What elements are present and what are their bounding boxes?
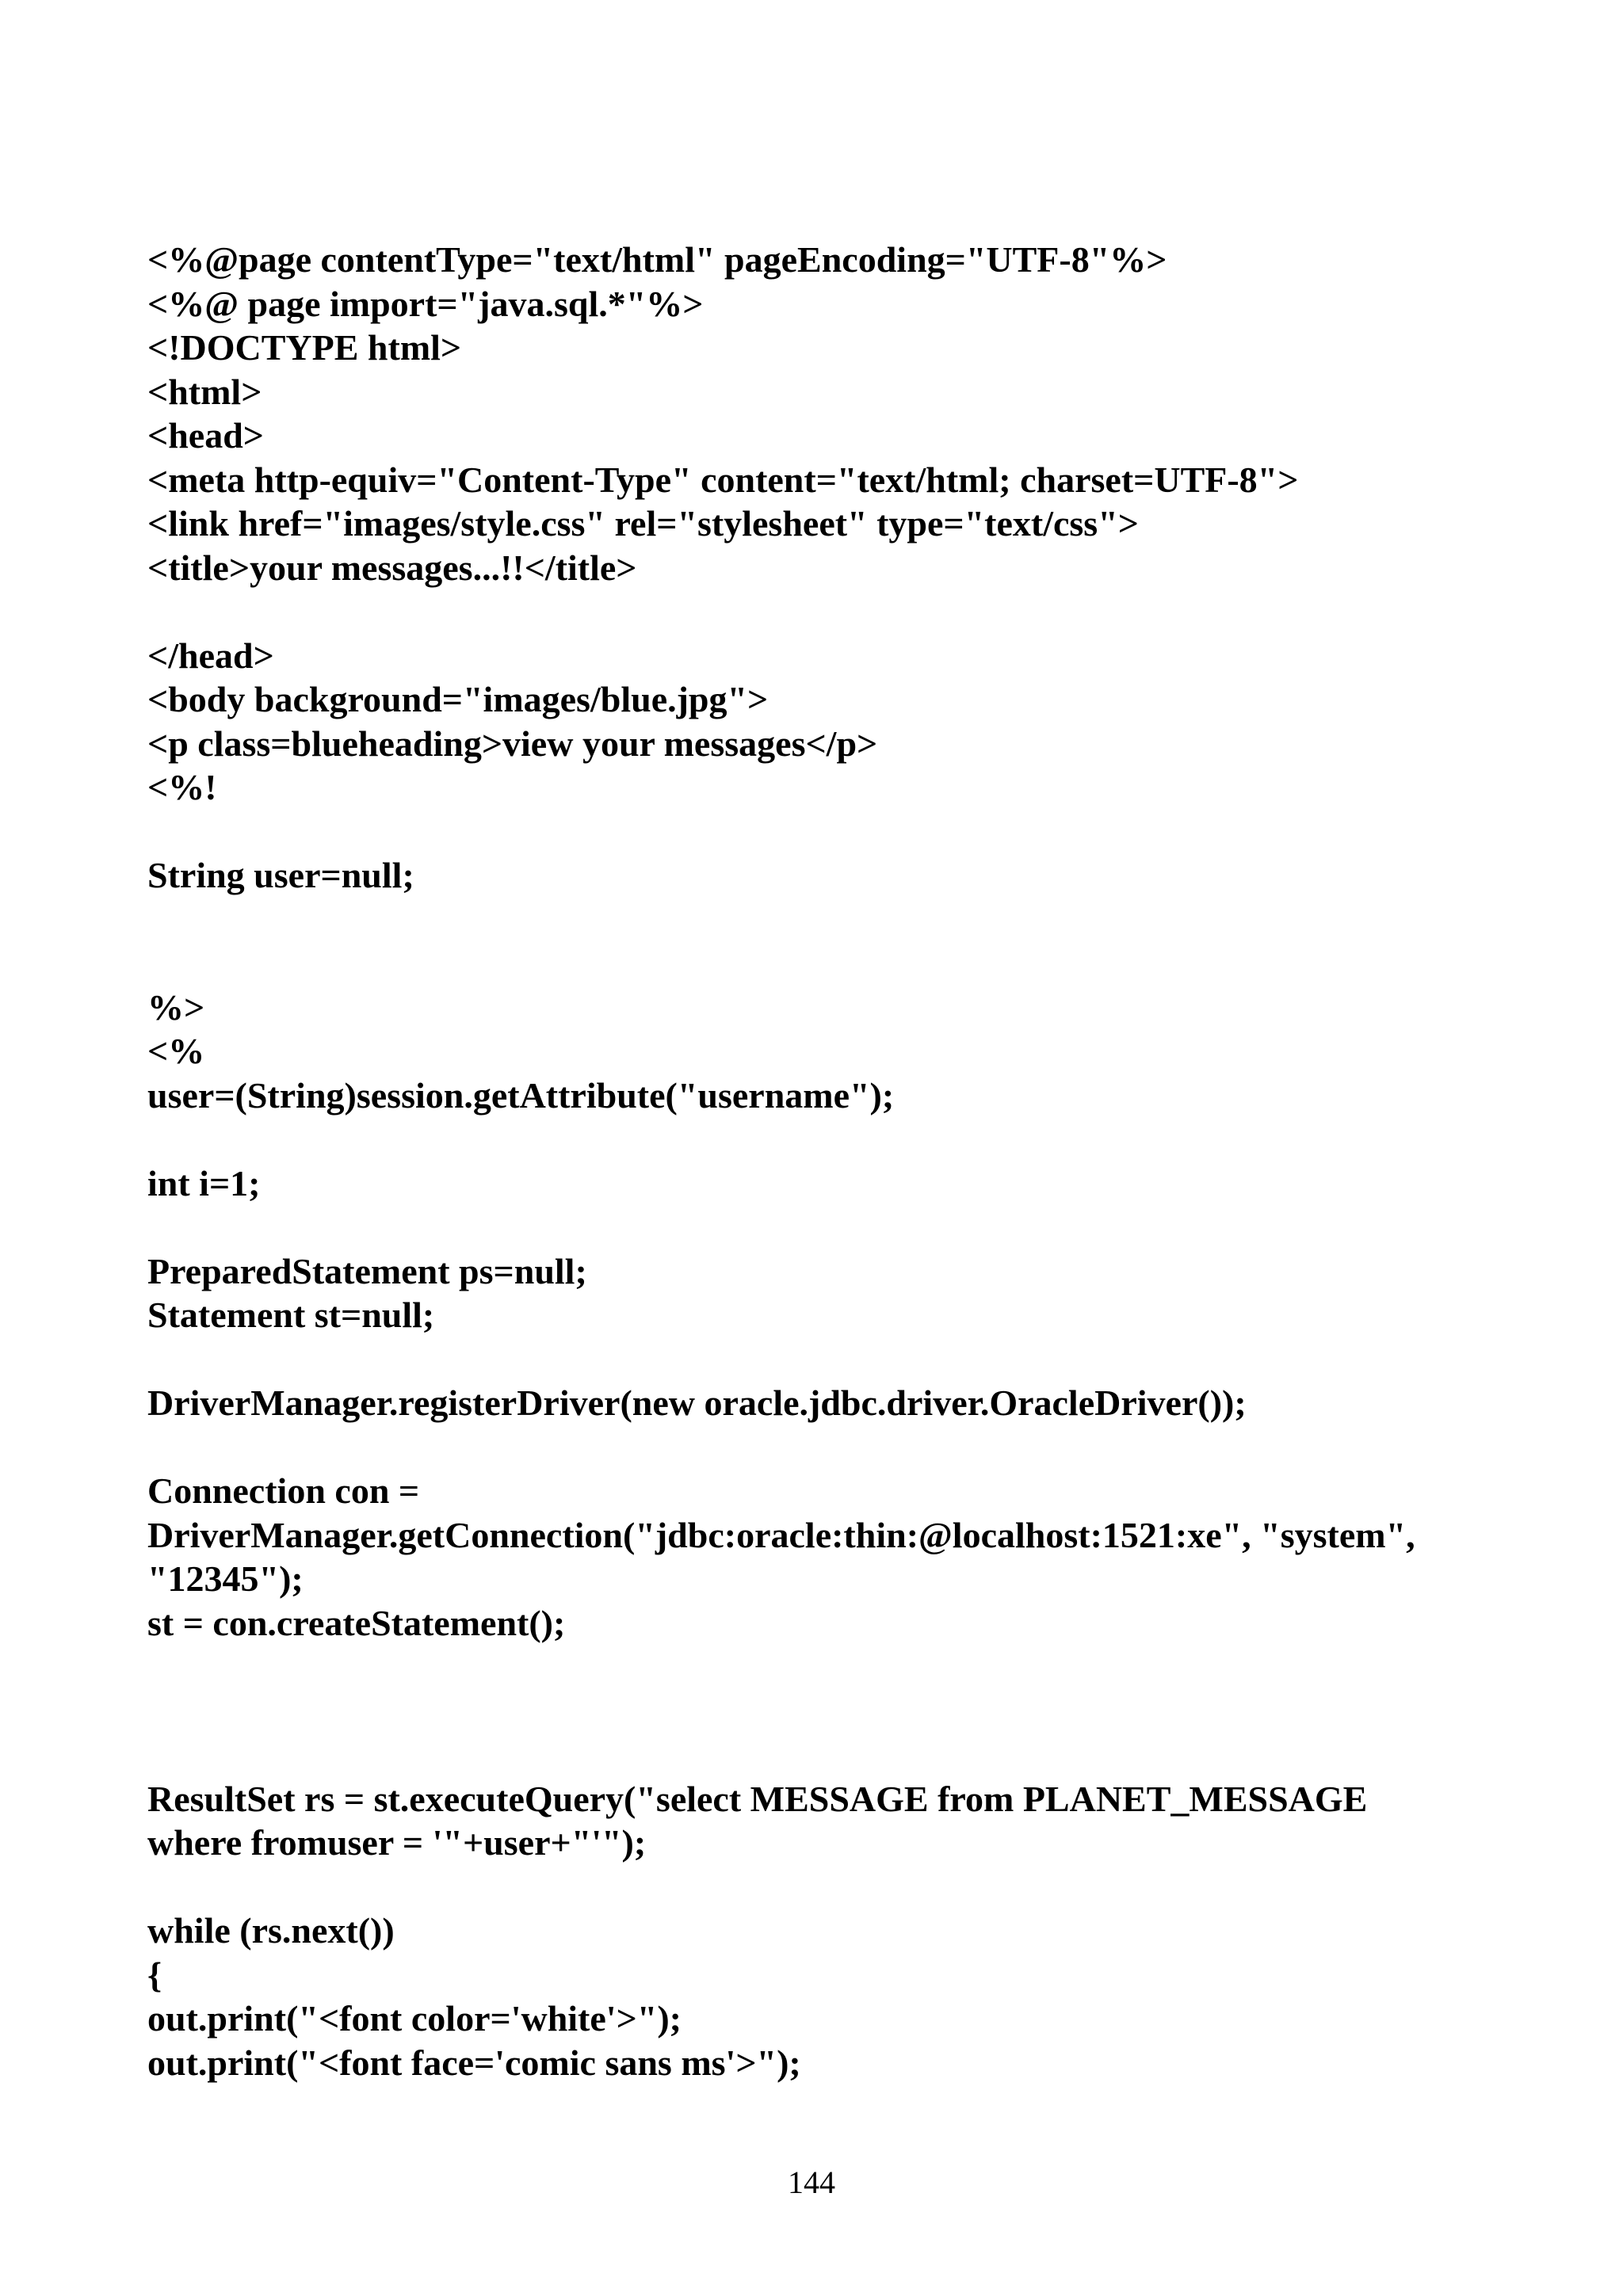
code-line [147, 1865, 1495, 1909]
code-line: <% [147, 1031, 205, 1071]
code-line: <p class=blueheading>view your messages</p> [147, 723, 878, 764]
code-listing [147, 238, 1495, 2084]
code-line: <html> [147, 371, 262, 412]
code-line: String user=null; [147, 855, 414, 895]
code-line: DriverManager.registerDriver(new oracle.jdbc.driver.OracleDriver()); [147, 1383, 1247, 1423]
code-line: Connection con = [147, 1470, 420, 1511]
code-line: <link href="images/style.css" rel="stylesheet" type="text/css"> [147, 503, 1139, 543]
code-line [147, 1645, 1495, 1689]
code-line: <body background="images/blue.jpg"> [147, 679, 769, 719]
code-line: Statement st=null; [147, 1295, 435, 1335]
code-line: <meta http-equiv="Content-Type" content="text/html; charset=UTF-8"> [147, 459, 1299, 500]
code-line: { [147, 1954, 162, 1995]
code-line [147, 941, 1495, 986]
code-line: out.print("<font face='comic sans ms'>"); [147, 2042, 801, 2083]
code-line [147, 1689, 1495, 1733]
page-number: 144 [788, 2164, 835, 2200]
code-line: out.print("<font color='white'>"); [147, 1998, 682, 2039]
code-line: ResultSet rs = st.executeQuery("select MESSAGE from PLANET_MESSAGE [147, 1778, 1368, 1819]
code-line: </head> [147, 635, 274, 676]
code-line: while (rs.next()) [147, 1910, 395, 1951]
code-line: %> [147, 986, 205, 1028]
code-line: <%@ page import="java.sql.*"%> [147, 283, 704, 324]
code-line [147, 810, 1495, 854]
code-line: <head> [147, 415, 265, 456]
code-line: user=(String)session.getAttribute("username"); [147, 1074, 895, 1116]
code-line: int i=1; [147, 1162, 261, 1203]
code-line [147, 898, 1495, 942]
code-line: st = con.createStatement(); [147, 1602, 566, 1643]
code-line: <!DOCTYPE html> [147, 327, 462, 368]
code-line: "12345"); [147, 1558, 304, 1599]
code-line: PreparedStatement ps=null; [147, 1250, 587, 1291]
code-line: where fromuser = '"+user+"'"); [147, 1822, 647, 1863]
code-line [147, 1205, 1495, 1249]
code-line [147, 1733, 1495, 1777]
code-line [147, 1425, 1495, 1470]
code-line: <title>your messages...!!</title> [147, 547, 637, 588]
code-line [147, 589, 1495, 634]
code-line [147, 1337, 1495, 1382]
code-line [147, 1117, 1495, 1161]
code-line: <%! [147, 767, 217, 807]
code-line: DriverManager.getConnection("jdbc:oracle:thin:@localhost:1521:xe", "system", [147, 1514, 1415, 1555]
code-line: <%@page contentType="text/html" pageEncoding="UTF-8"%> [147, 239, 1167, 280]
